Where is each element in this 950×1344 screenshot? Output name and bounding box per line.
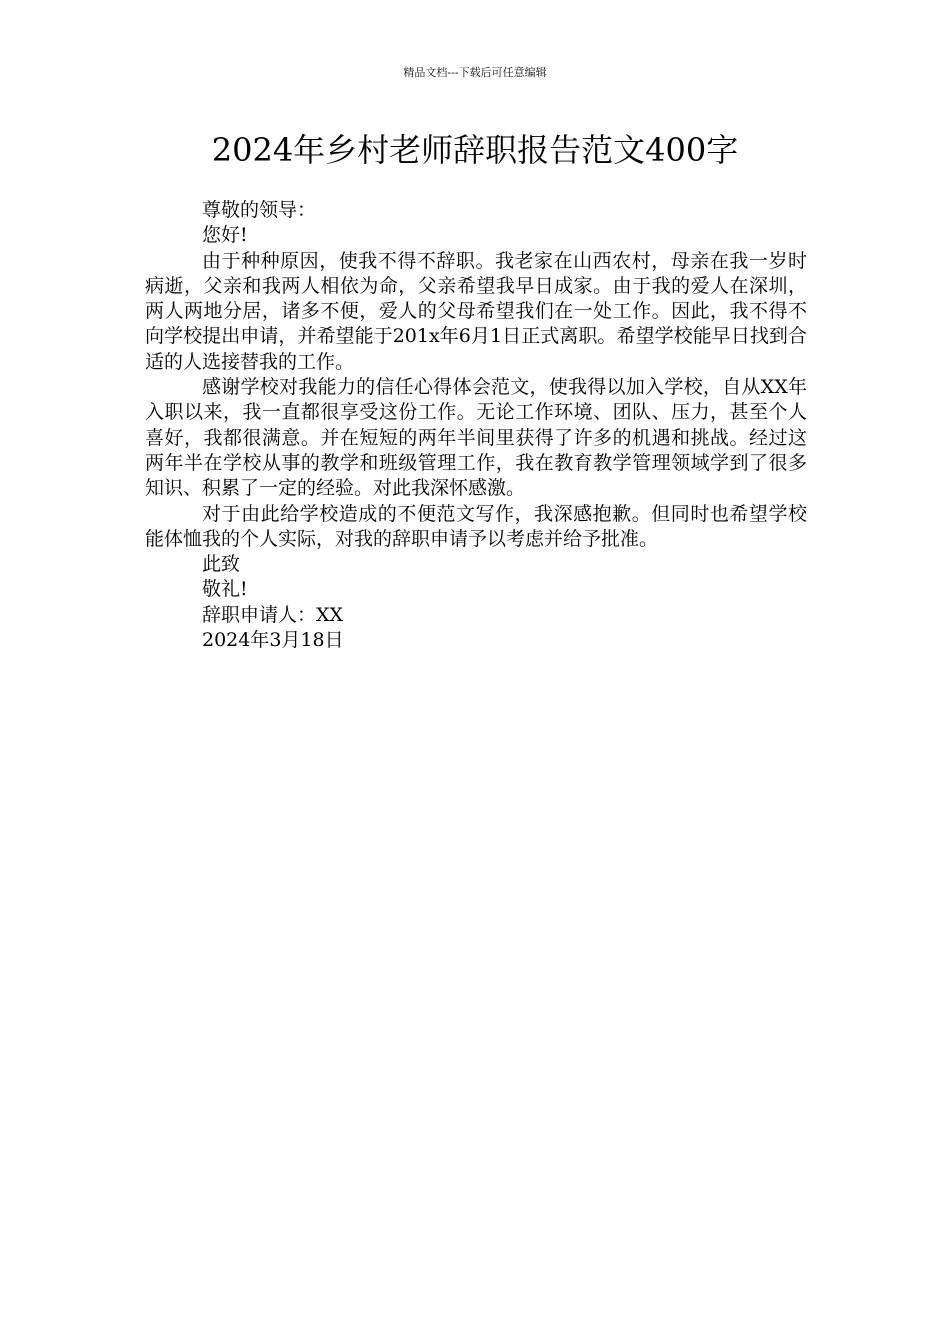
closing-line-1: 此致	[202, 553, 241, 576]
salutation: 尊敬的领导：	[202, 199, 317, 221]
document-title: 2024年乡村老师辞职报告范文400字	[211, 131, 739, 169]
letter-date: 2024年3月18日	[202, 629, 344, 652]
body-paragraph-2: 感谢学校对我能力的信任心得体会范文，使我得以加入学校，自从XX年入职以来，我一直都很享受这份工作。无论工作环境、团队、压力，甚至个人喜好，我都很满意。并在短短的两年半间里获得了许多的机遇和挑战。经过这两年半在学校从事的教学和班级管理工作，我在教育教学管理领域学到了很多知识、积累了一定的经验。对此我深怀感激。	[145, 376, 807, 500]
closing-line-2: 敬礼!	[202, 578, 248, 601]
letter-body	[145, 198, 807, 653]
page-header: 精品文档---下载后可任意编辑	[403, 66, 547, 79]
greeting: 您好!	[202, 224, 248, 247]
body-paragraph-3: 对于由此给学校造成的不便范文写作，我深感抱歉。但同时也希望学校能体恤我的个人实际，对我的辞职申请予以考虑并给予批准。	[145, 502, 807, 550]
signature: 辞职申请人：XX	[202, 603, 344, 626]
body-paragraph-1: 由于种种原因，使我不得不辞职。我老家在山西农村，母亲在我一岁时病逝，父亲和我两人相依为命，父亲希望我早日成家。由于我的爱人在深圳，两人两地分居，诸多不便，爱人的父母希望我们在一处工作。因此，我不得不向学校提出申请，并希望能于201x年6月1日正式离职。希望学校能早日找到合适的人选接替我的工作。	[145, 249, 807, 373]
